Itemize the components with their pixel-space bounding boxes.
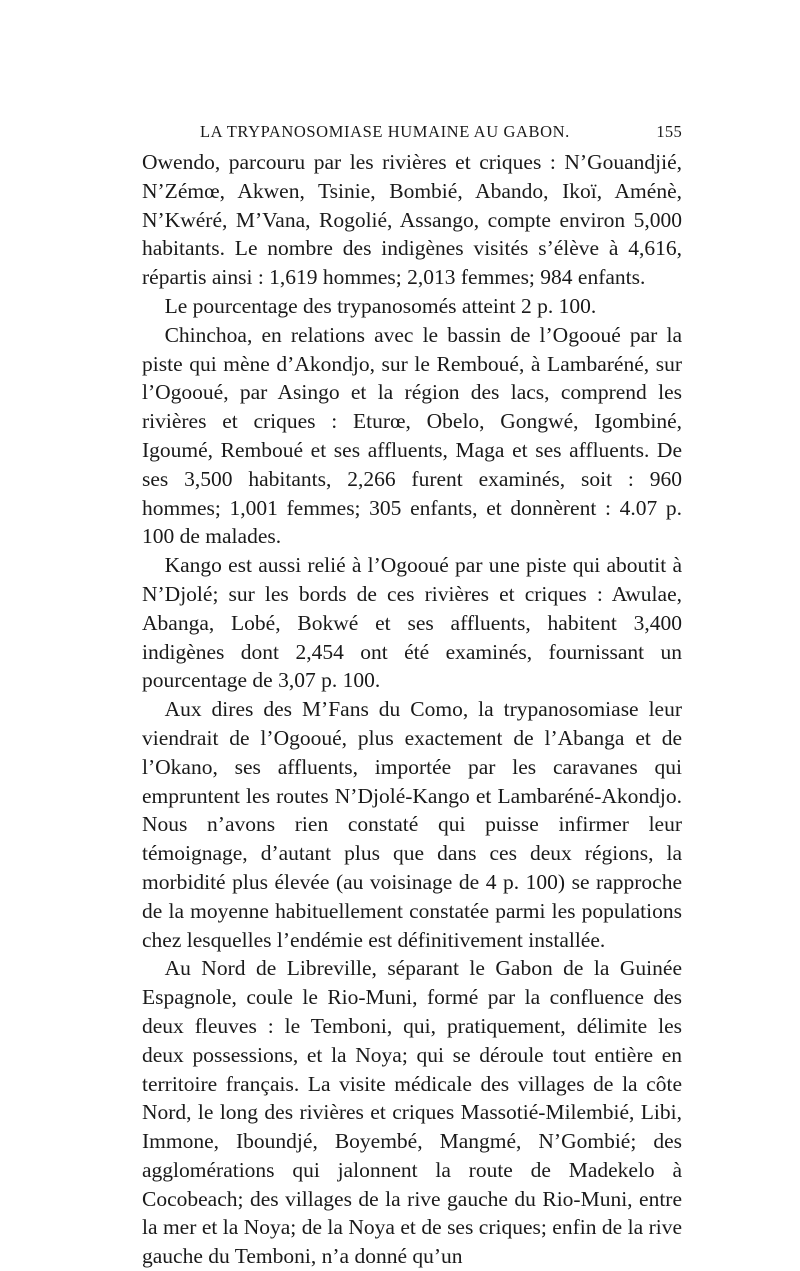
page-number: 155 <box>656 122 682 141</box>
running-head <box>142 120 682 144</box>
body-text <box>142 148 682 1271</box>
running-title: LA TRYPANOSOMIASE HUMAINE AU GABON. <box>200 122 570 141</box>
paragraph-mfans-como: Aux dires des M’Fans du Como, la trypanosomiase leur viendrait de l’Ogooué, plus exactement de l’Abanga et de l’Okano, ses affluents, importée par les caravanes qui empruntent les routes N’Djolé-Kango et Lambaréné-Akondjo. Nous n’avons rien constaté qui puisse infirmer leur témoignage, d’autant plus que dans ces deux régions, la morbidité plus élevée (au voisinage de 4 p. 100) se rapproche de la moyenne habituellement constatée parmi les populations chez lesquelles l’endémie est définitivement installée. <box>142 697 682 952</box>
paragraph-chinchoa: Chinchoa, en relations avec le bassin de l’Ogooué par la piste qui mène d’Akondjo, sur le Remboué, à Lambaréné, sur l’Ogooué, par Asingo et la région des lacs, comprend les rivières et criques : Eturœ, Obelo, Gongwé, Igombiné, Igoumé, Remboué et ses affluents, Maga et ses affluents. De ses 3,500 habitants, 2,266 furent examinés, soit : 960 hommes; 1,001 femmes; 305 enfants, et donnèrent : 4.07 p. 100 de malades. <box>142 322 682 549</box>
paragraph-kango: Kango est aussi relié à l’Ogooué par une piste qui aboutit à N’Djolé; sur les bords de ces rivières et criques : Awulae, Abanga, Lobé, Bokwé et ses affluents, habitent 3,400 indigènes dont 2,454 ont été examinés, fournissant un pourcentage de 3,07 p. 100. <box>142 553 682 693</box>
paragraph-percentage: Le pourcentage des trypanosomés atteint 2 p. 100. <box>164 293 597 318</box>
paragraph-owendo: Owendo, parcouru par les rivières et criques : N’Gouandjié, N’Zémœ, Akwen, Tsinie, Bombié, Abando, Ikoï, Aménè, N’Kwéré, M’Vana, Rogolié, Assango, compte environ 5,000 habitants. Le nombre des indigènes visités s’élève à 4,616, répartis ainsi : 1,619 hommes; 2,013 femmes; 984 enfants. <box>142 150 682 290</box>
paragraph-nord-libreville: Au Nord de Libreville, séparant le Gabon de la Guinée Espagnole, coule le Rio-Muni, formé par la confluence des deux fleuves : le Temboni, qui, pratiquement, délimite les deux possessions, et la Noya; qui se déroule tout entière en territoire français. La visite médicale des villages de la côte Nord, le long des rivières et criques Massotié-Milembié, Libi, Immone, Iboundjé, Boyembé, Mangmé, N’Gombié; des agglomérations qui jalonnent la route de Madekelo à Cocobeach; des villages de la rive gauche du Rio-Muni, entre la mer et la Noya; de la Noya et de ses criques; enfin de la rive gauche du Temboni, n’a donné qu’un <box>142 956 682 1269</box>
